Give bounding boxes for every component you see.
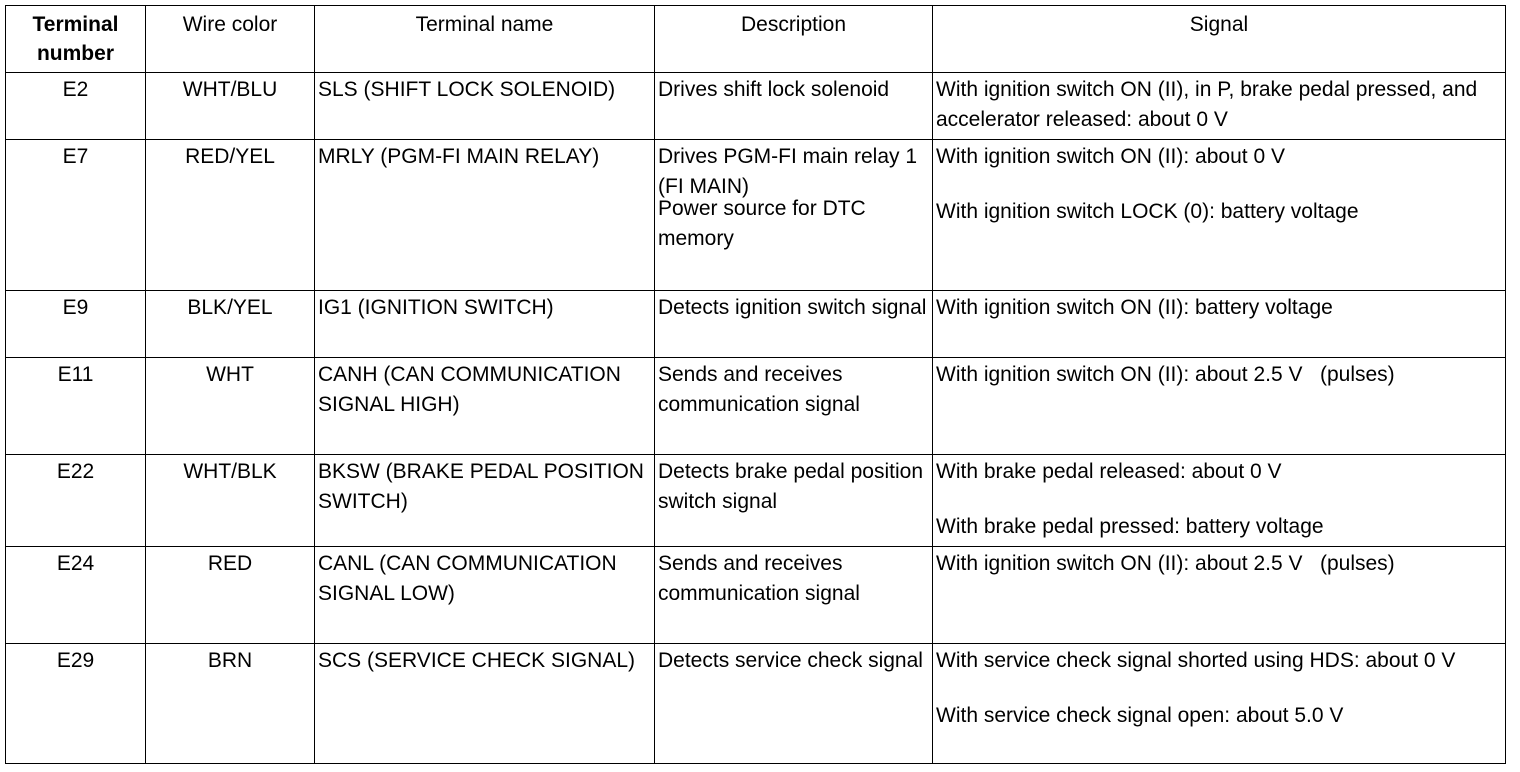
signal-cell	[933, 73, 1506, 140]
description-cell	[655, 140, 933, 291]
terminal-number-cell: E2	[6, 73, 146, 140]
description-text: Sends and receives communication signal	[658, 363, 860, 416]
terminal-number-cell: E11	[6, 358, 146, 455]
wire-color-cell: RED	[146, 547, 315, 644]
signal-text: With ignition switch ON (II): about 2.5 V (pulses)	[936, 552, 1395, 575]
header-description	[655, 6, 933, 73]
signal-cell	[933, 140, 1506, 291]
wire-color-cell: RED/YEL	[146, 140, 315, 291]
signal-text: With brake pedal released: about 0 V	[936, 460, 1282, 483]
table-row	[6, 291, 1506, 358]
wire-color-cell: WHT	[146, 358, 315, 455]
table-row	[6, 547, 1506, 644]
terminal-name-cell: CANH (CAN COMMUNICATION SIGNAL HIGH)	[315, 358, 655, 455]
description-text: Detects service check signal	[658, 649, 923, 672]
signal-text-secondary: With service check signal open: about 5.0 V	[936, 704, 1344, 727]
terminal-number-cell: E29	[6, 644, 146, 764]
description-cell	[655, 358, 933, 455]
header-row	[6, 6, 1506, 73]
table-row	[6, 140, 1506, 291]
description-cell	[655, 455, 933, 547]
signal-cell	[933, 644, 1506, 764]
description-cell	[655, 73, 933, 140]
signal-text: With ignition switch ON (II), in P, brake pedal pressed, and accelerator released: about 0 V	[936, 78, 1484, 131]
signal-text: With ignition switch ON (II): battery voltage	[936, 296, 1333, 319]
table-row	[6, 73, 1506, 140]
header-terminal-name	[315, 6, 655, 73]
signal-text-secondary: With brake pedal pressed: battery voltage	[936, 515, 1324, 538]
signal-cell	[933, 547, 1506, 644]
signal-text: With ignition switch ON (II): about 0 V	[936, 145, 1285, 168]
header-description-label: Description	[740, 13, 847, 36]
terminal-number-cell: E24	[6, 547, 146, 644]
description-text: Sends and receives communication signal	[658, 552, 860, 605]
signal-cell	[933, 291, 1506, 358]
description-cell	[655, 291, 933, 358]
signal-text: With ignition switch ON (II): about 2.5 V (pulses)	[936, 363, 1395, 386]
header-wire-color	[146, 6, 315, 73]
description-text: Detects brake pedal position switch signal	[658, 460, 929, 513]
description-text-secondary: Power source for DTC memory	[658, 197, 872, 250]
description-text: Drives PGM-FI main relay 1 (FI MAIN)	[658, 145, 923, 198]
table-row	[6, 644, 1506, 764]
table-row	[6, 455, 1506, 547]
wire-color-cell: BLK/YEL	[146, 291, 315, 358]
description-text: Drives shift lock solenoid	[658, 78, 890, 101]
terminal-name-cell: BKSW (BRAKE PEDAL POSITION SWITCH)	[315, 455, 655, 547]
terminal-name-cell: IG1 (IGNITION SWITCH)	[315, 291, 655, 358]
header-terminal-number	[6, 6, 146, 73]
table-row	[6, 358, 1506, 455]
signal-text: With service check signal shorted using HDS: about 0 V	[936, 649, 1456, 672]
description-cell	[655, 547, 933, 644]
terminal-number-cell: E22	[6, 455, 146, 547]
signal-text-secondary: With ignition switch LOCK (0): battery voltage	[936, 200, 1359, 223]
description-cell	[655, 644, 933, 764]
header-terminal-name-label: Terminal name	[415, 13, 554, 36]
signal-cell	[933, 358, 1506, 455]
wire-color-cell: WHT/BLU	[146, 73, 315, 140]
terminal-name-cell: SLS (SHIFT LOCK SOLENOID)	[315, 73, 655, 140]
description-text: Detects ignition switch signal	[658, 296, 927, 319]
terminal-number-cell: E7	[6, 140, 146, 291]
terminal-table	[5, 5, 1506, 764]
wire-color-cell: WHT/BLK	[146, 455, 315, 547]
terminal-number-cell: E9	[6, 291, 146, 358]
header-wire-color-label: Wire color	[182, 13, 278, 36]
header-terminal-number-label: Terminal number	[32, 13, 119, 65]
terminal-name-cell: SCS (SERVICE CHECK SIGNAL)	[315, 644, 655, 764]
terminal-name-cell: CANL (CAN COMMUNICATION SIGNAL LOW)	[315, 547, 655, 644]
wire-color-cell: BRN	[146, 644, 315, 764]
terminal-name-cell: MRLY (PGM-FI MAIN RELAY)	[315, 140, 655, 291]
header-signal	[933, 6, 1506, 73]
header-signal-label: Signal	[1189, 13, 1249, 36]
signal-cell	[933, 455, 1506, 547]
